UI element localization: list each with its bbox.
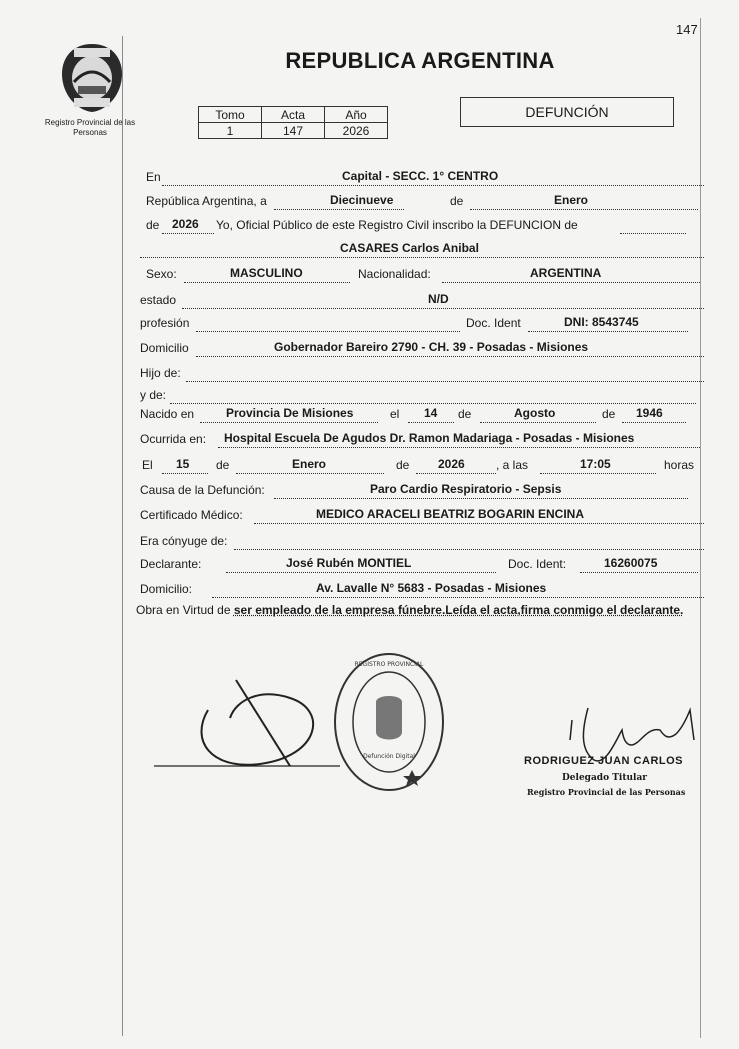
label-a-las: , a las (496, 458, 529, 472)
official-seal (330, 650, 448, 795)
value-doc: DNI: 8543745 (564, 315, 639, 329)
label-causa: Causa de la Defunción: (140, 483, 265, 497)
row-yo (140, 216, 704, 234)
row-conyuge (140, 532, 704, 550)
row-causa (140, 481, 704, 499)
row-fecha-defuncion (140, 456, 704, 474)
label-de-nac-mes: de (458, 407, 472, 421)
svg-text:REGISTRO PROVINCIAL: REGISTRO PROVINCIAL (354, 661, 424, 668)
row-declarante (140, 555, 704, 573)
label-y-de: y de: (140, 388, 167, 402)
value-tomo: 1 (199, 123, 262, 139)
value-anio: 2026 (172, 217, 199, 231)
label-el-cap: El (142, 458, 153, 472)
document-title: REPUBLICA ARGENTINA (285, 48, 555, 73)
label-profesion: profesión (140, 316, 190, 330)
value-hora: 17:05 (580, 457, 611, 471)
value-acta: 147 (262, 123, 325, 139)
label-horas: horas (664, 458, 695, 472)
acta-table (198, 106, 388, 139)
row-profesion (140, 314, 704, 332)
obra-paragraph (136, 602, 706, 619)
row-fecha (140, 192, 704, 210)
value-anio: 2026 (325, 123, 388, 139)
value-dia: Diecinueve (330, 193, 394, 207)
row-nacido (140, 405, 704, 423)
header-tomo: Tomo (199, 107, 262, 123)
header-anio: Año (325, 107, 388, 123)
row-sexo (140, 265, 704, 283)
value-declarante-domicilio: Av. Lavalle N° 5683 - Posadas - Misiones (316, 581, 547, 595)
label-nacionalidad: Nacionalidad: (358, 267, 431, 281)
value-declarante: José Rubén MONTIEL (286, 556, 412, 570)
row-hijo-de (140, 364, 704, 382)
label-de-def-mes: de (216, 458, 230, 472)
label-sexo: Sexo: (146, 267, 177, 281)
value-obra: ser empleado de la empresa fúnebre.Leída el acta,firma conmigo el declarante. (233, 603, 684, 617)
left-margin-line (122, 36, 123, 1036)
value-def-anio: 2026 (438, 457, 465, 471)
label-obra: Obra en Virtud de (136, 603, 231, 617)
declarant-signature (150, 670, 360, 780)
row-domicilio (140, 339, 704, 357)
label-nacido-en: Nacido en (140, 407, 195, 421)
row-ocurrida (140, 430, 704, 448)
label-domicilio-2: Domicilio: (140, 582, 193, 596)
value-mes: Enero (554, 193, 589, 207)
value-lugar: Capital - SECC. 1° CENTRO (342, 169, 499, 183)
coat-of-arms-logo (58, 42, 126, 114)
label-de-nac-anio: de (602, 407, 616, 421)
value-nac-anio: 1946 (636, 406, 663, 420)
label-doc-ident-2: Doc. Ident: (508, 557, 567, 571)
label-el: el (390, 407, 400, 421)
page-number: 147 (676, 22, 698, 37)
value-certificado: MEDICO ARACELI BEATRIZ BOGARIN ENCINA (316, 507, 584, 521)
value-ocurrida-en: Hospital Escuela De Agudos Dr. Ramon Madariaga - Posadas - Misiones (224, 431, 635, 445)
value-causa: Paro Cardio Respiratorio - Sepsis (370, 482, 562, 496)
row-fallecido (140, 240, 704, 258)
header-acta: Acta (262, 107, 325, 123)
label-domicilio: Domicilio (140, 341, 189, 355)
record-type-box: DEFUNCIÓN (460, 97, 674, 127)
row-estado (140, 291, 704, 309)
row-domicilio-declarante (140, 580, 704, 598)
label-de-anio: de (146, 218, 160, 232)
row-y-de (140, 386, 704, 404)
official-name: RODRIGUEZ JUAN CARLOS (524, 755, 684, 767)
value-sexo: MASCULINO (230, 266, 303, 280)
value-declarante-doc: 16260075 (604, 556, 658, 570)
value-domicilio: Gobernador Bareiro 2790 - CH. 39 - Posadas - Misiones (274, 340, 589, 354)
label-republica: República Argentina, a (146, 194, 267, 208)
label-hijo-de: Hijo de: (140, 366, 181, 380)
row-en (140, 168, 704, 186)
label-de: de (450, 194, 464, 208)
label-en: En (146, 170, 161, 184)
label-yo: Yo, Oficial Público de este Registro Civil inscribo la DEFUNCION de (216, 218, 578, 232)
value-nacionalidad: ARGENTINA (530, 266, 602, 280)
value-nac-mes: Agosto (514, 406, 556, 420)
value-fallecido: CASARES Carlos Anibal (340, 241, 479, 255)
label-conyuge: Era cónyuge de: (140, 534, 228, 548)
value-def-dia: 15 (176, 457, 190, 471)
value-nac-dia: 14 (424, 406, 438, 420)
label-certificado: Certificado Médico: (140, 508, 243, 522)
label-de-def-anio: de (396, 458, 410, 472)
svg-text:Defunción Digital: Defunción Digital (363, 753, 415, 760)
label-declarante: Declarante: (140, 557, 202, 571)
value-estado: N/D (428, 292, 449, 306)
label-doc-ident: Doc. Ident (466, 316, 521, 330)
official-office: Registro Provincial de las Personas (527, 787, 686, 797)
official-role: Delegado Titular (562, 773, 648, 783)
label-ocurrida-en: Ocurrida en: (140, 432, 207, 446)
value-def-mes: Enero (292, 457, 327, 471)
registry-label: Registro Provincial de las Personas (44, 118, 136, 137)
row-certificado (140, 506, 704, 524)
value-nacido-en: Provincia De Misiones (226, 406, 354, 420)
label-estado: estado (140, 293, 177, 307)
